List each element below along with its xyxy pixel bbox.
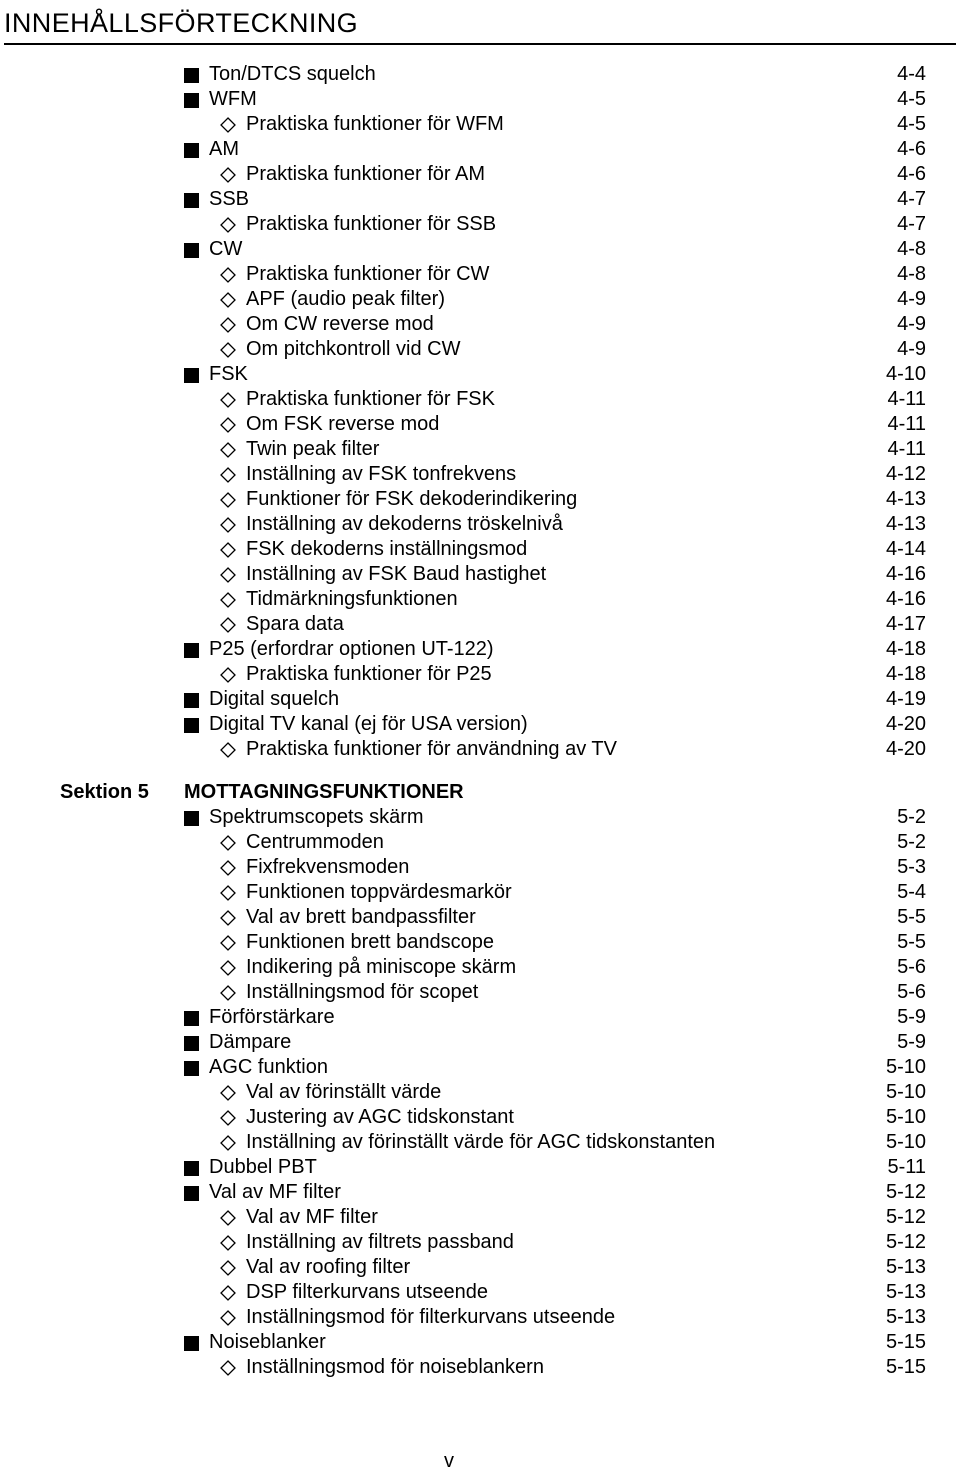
- filled-square-bullet-icon: [184, 1186, 199, 1201]
- toc-entry: [0, 687, 960, 712]
- hollow-diamond-bullet-icon: [220, 592, 236, 608]
- hollow-diamond-bullet-icon: [220, 935, 236, 951]
- hollow-diamond-bullet-icon: [220, 392, 236, 408]
- hollow-diamond-bullet-icon: [220, 292, 236, 308]
- toc-page-number: 5-2: [897, 806, 926, 828]
- toc-subentry: [0, 1355, 960, 1380]
- hollow-diamond-bullet-icon: [220, 1310, 236, 1326]
- toc-entry: [0, 1005, 960, 1030]
- toc-entry: [0, 362, 960, 387]
- toc-page-number: 4-17: [885, 613, 926, 635]
- filled-square-bullet-icon: [184, 193, 199, 208]
- toc-subentry: [0, 830, 960, 855]
- toc-entry: [0, 237, 960, 262]
- toc-page-number: 4-7: [897, 188, 926, 210]
- toc-entry-title: Inställning av FSK tonfrekvens: [246, 463, 517, 485]
- filled-square-bullet-icon: [184, 1036, 199, 1051]
- toc-subentry: [0, 1230, 960, 1255]
- hollow-diamond-bullet-icon: [220, 910, 236, 926]
- toc-subentry: [0, 212, 960, 237]
- toc-subentry: [0, 462, 960, 487]
- toc-entry-title: Val av MF filter: [209, 1181, 341, 1203]
- toc-entry-title: Centrummoden: [246, 831, 384, 853]
- toc-entry-title: Praktiska funktioner för P25: [246, 663, 492, 685]
- toc-entry-title: Inställningsmod för scopet: [246, 981, 479, 1003]
- section-heading: [0, 780, 960, 805]
- toc-entry-title: Inställning av förinställt värde för AGC tidskonstanten: [246, 1131, 716, 1153]
- toc-entry-title: Justering av AGC tidskonstant: [246, 1106, 514, 1128]
- hollow-diamond-bullet-icon: [220, 217, 236, 233]
- toc-page-number: 4-8: [897, 238, 926, 260]
- toc-page-number: 4-11: [887, 413, 926, 435]
- hollow-diamond-bullet-icon: [220, 1135, 236, 1151]
- toc-subentry: [0, 412, 960, 437]
- toc-page-number: 5-10: [885, 1081, 926, 1103]
- toc-entry-title: Dämpare: [209, 1031, 292, 1053]
- page-number: v: [444, 1450, 454, 1472]
- hollow-diamond-bullet-icon: [220, 167, 236, 183]
- section-title: MOTTAGNINGSFUNKTIONER: [184, 781, 464, 803]
- toc-page-number: 5-6: [897, 956, 926, 978]
- toc-page-number: 5-3: [897, 856, 926, 878]
- toc-page-number: 4-19: [885, 688, 926, 710]
- toc-subentry: [0, 737, 960, 762]
- filled-square-bullet-icon: [184, 1011, 199, 1026]
- hollow-diamond-bullet-icon: [220, 542, 236, 558]
- toc-entry: [0, 1030, 960, 1055]
- hollow-diamond-bullet-icon: [220, 267, 236, 283]
- toc-subentry: [0, 955, 960, 980]
- hollow-diamond-bullet-icon: [220, 117, 236, 133]
- toc-entry-title: Val av roofing filter: [246, 1256, 411, 1278]
- hollow-diamond-bullet-icon: [220, 1285, 236, 1301]
- toc-page-number: 4-10: [885, 363, 926, 385]
- toc-entry-title: Val av förinställt värde: [246, 1081, 442, 1103]
- toc-page-number: 4-18: [885, 663, 926, 685]
- toc-page-number: 4-14: [885, 538, 926, 560]
- hollow-diamond-bullet-icon: [220, 835, 236, 851]
- toc-page-number: 4-11: [887, 388, 926, 410]
- toc-entry: [0, 1330, 960, 1355]
- toc-entry-title: Dubbel PBT: [209, 1156, 317, 1178]
- toc-page-number: 4-6: [897, 138, 926, 160]
- toc-page-number: 4-9: [897, 288, 926, 310]
- toc-entry-title: Praktiska funktioner för CW: [246, 263, 490, 285]
- hollow-diamond-bullet-icon: [220, 1110, 236, 1126]
- toc-subentry: [0, 387, 960, 412]
- toc-entry: [0, 1155, 960, 1180]
- filled-square-bullet-icon: [184, 1161, 199, 1176]
- toc-page-number: 5-10: [885, 1131, 926, 1153]
- toc-page-number: 5-10: [885, 1056, 926, 1078]
- page-header: [0, 0, 960, 45]
- hollow-diamond-bullet-icon: [220, 567, 236, 583]
- toc-entry: [0, 62, 960, 87]
- toc-subentry: [0, 980, 960, 1005]
- toc-entry: [0, 712, 960, 737]
- toc-subentry: [0, 562, 960, 587]
- toc-page-number: 4-9: [897, 338, 926, 360]
- hollow-diamond-bullet-icon: [220, 1235, 236, 1251]
- toc-page-number: 5-12: [885, 1231, 926, 1253]
- toc-page-number: 5-15: [885, 1331, 926, 1353]
- section-label: Sektion 5: [60, 781, 149, 803]
- toc-page-number: 5-12: [885, 1206, 926, 1228]
- toc-page-number: 4-8: [897, 263, 926, 285]
- toc-entry: [0, 137, 960, 162]
- toc-subentry: [0, 1105, 960, 1130]
- toc-entry-title: Spara data: [246, 613, 344, 635]
- toc-subentry: [0, 437, 960, 462]
- hollow-diamond-bullet-icon: [220, 317, 236, 333]
- toc-entry-title: APF (audio peak filter): [246, 288, 445, 310]
- toc-subentry: [0, 662, 960, 687]
- toc-subentry: [0, 112, 960, 137]
- toc-entry: [0, 187, 960, 212]
- toc-page-number: 4-5: [897, 88, 926, 110]
- toc-page-number: 5-13: [885, 1281, 926, 1303]
- toc-page-number: 5-6: [897, 981, 926, 1003]
- toc-entry-title: Indikering på miniscope skärm: [246, 956, 517, 978]
- toc-page-number: 4-11: [887, 438, 926, 460]
- toc-entry: [0, 805, 960, 830]
- toc-entry: [0, 87, 960, 112]
- toc-entry-title: Fixfrekvensmoden: [246, 856, 410, 878]
- toc-subentry: [0, 337, 960, 362]
- hollow-diamond-bullet-icon: [220, 1260, 236, 1276]
- toc-entry-title: P25 (erfordrar optionen UT-122): [209, 638, 494, 660]
- toc-entry-title: Noiseblanker: [209, 1331, 326, 1353]
- header-divider: [4, 43, 956, 45]
- toc-entry: [0, 1180, 960, 1205]
- filled-square-bullet-icon: [184, 368, 199, 383]
- hollow-diamond-bullet-icon: [220, 885, 236, 901]
- toc-page-number: 5-12: [885, 1181, 926, 1203]
- hollow-diamond-bullet-icon: [220, 667, 236, 683]
- toc-page-number: 5-5: [897, 906, 926, 928]
- toc-subentry: [0, 612, 960, 637]
- toc-page-number: 4-9: [897, 313, 926, 335]
- toc-subentry: [0, 1255, 960, 1280]
- toc-entry-title: Praktiska funktioner för FSK: [246, 388, 495, 410]
- toc-page-number: 5-13: [885, 1306, 926, 1328]
- toc-subentry: [0, 1205, 960, 1230]
- toc-subentry: [0, 537, 960, 562]
- toc-page-number: 4-20: [885, 738, 926, 760]
- toc-entry-title: Digital TV kanal (ej för USA version): [209, 713, 528, 735]
- toc-page-number: 5-15: [885, 1356, 926, 1378]
- toc-entry-title: Praktiska funktioner för användning av TV: [246, 738, 617, 760]
- toc-page-number: 5-5: [897, 931, 926, 953]
- toc-subentry: [0, 880, 960, 905]
- hollow-diamond-bullet-icon: [220, 985, 236, 1001]
- toc-subentry: [0, 587, 960, 612]
- toc-entry-title: SSB: [209, 188, 250, 210]
- hollow-diamond-bullet-icon: [220, 1360, 236, 1376]
- toc-entry-title: Val av MF filter: [246, 1206, 378, 1228]
- toc-entry-title: Val av brett bandpassfilter: [246, 906, 476, 928]
- toc-entry-title: WFM: [209, 88, 257, 110]
- toc-entry-title: Praktiska funktioner för WFM: [246, 113, 504, 135]
- page-footer: [0, 1450, 960, 1473]
- toc-entry-title: Förförstärkare: [209, 1006, 335, 1028]
- toc-entry-title: Inställning av FSK Baud hastighet: [246, 563, 547, 585]
- toc-page-number: 5-13: [885, 1256, 926, 1278]
- toc-entry-title: Praktiska funktioner för SSB: [246, 213, 497, 235]
- toc-subentry: [0, 1280, 960, 1305]
- toc-subentry: [0, 1305, 960, 1330]
- toc-entry-title: FSK dekoderns inställningsmod: [246, 538, 528, 560]
- filled-square-bullet-icon: [184, 68, 199, 83]
- toc-page-number: 5-9: [897, 1006, 926, 1028]
- hollow-diamond-bullet-icon: [220, 417, 236, 433]
- toc-subentry: [0, 1080, 960, 1105]
- toc-subentry: [0, 930, 960, 955]
- filled-square-bullet-icon: [184, 643, 199, 658]
- toc-entry-title: Twin peak filter: [246, 438, 380, 460]
- toc-entry-title: AGC funktion: [209, 1056, 328, 1078]
- toc-entry-title: Om CW reverse mod: [246, 313, 434, 335]
- hollow-diamond-bullet-icon: [220, 1210, 236, 1226]
- hollow-diamond-bullet-icon: [220, 517, 236, 533]
- toc-entry-title: Ton/DTCS squelch: [209, 63, 376, 85]
- toc-entry-title: Inställningsmod för filterkurvans utseende: [246, 1306, 616, 1328]
- filled-square-bullet-icon: [184, 93, 199, 108]
- toc-page-number: 4-16: [885, 563, 926, 585]
- toc-entry-title: Digital squelch: [209, 688, 340, 710]
- toc-page-number: 4-4: [897, 63, 926, 85]
- toc-subentry: [0, 312, 960, 337]
- hollow-diamond-bullet-icon: [220, 617, 236, 633]
- filled-square-bullet-icon: [184, 811, 199, 826]
- toc-page-number: 4-5: [897, 113, 926, 135]
- toc-entry-title: Tidmärkningsfunktionen: [246, 588, 458, 610]
- hollow-diamond-bullet-icon: [220, 492, 236, 508]
- filled-square-bullet-icon: [184, 1061, 199, 1076]
- toc-subentry: [0, 287, 960, 312]
- hollow-diamond-bullet-icon: [220, 1085, 236, 1101]
- hollow-diamond-bullet-icon: [220, 342, 236, 358]
- filled-square-bullet-icon: [184, 693, 199, 708]
- toc-entry-title: Funktionen toppvärdesmarkör: [246, 881, 512, 903]
- toc-subentry: [0, 262, 960, 287]
- hollow-diamond-bullet-icon: [220, 960, 236, 976]
- toc-page-number: 4-13: [885, 513, 926, 535]
- toc-page-number: 5-4: [897, 881, 926, 903]
- toc-entry-title: Praktiska funktioner för AM: [246, 163, 485, 185]
- hollow-diamond-bullet-icon: [220, 442, 236, 458]
- toc-entry: [0, 1055, 960, 1080]
- toc-entry-title: Inställningsmod för noiseblankern: [246, 1356, 544, 1378]
- toc-subentry: [0, 162, 960, 187]
- toc-entry: [0, 637, 960, 662]
- filled-square-bullet-icon: [184, 1336, 199, 1351]
- toc-page-number: 5-9: [897, 1031, 926, 1053]
- hollow-diamond-bullet-icon: [220, 467, 236, 483]
- toc-subentry: [0, 487, 960, 512]
- toc-entry-title: FSK: [209, 363, 248, 385]
- toc-subentry: [0, 1130, 960, 1155]
- toc-page-number: 4-13: [885, 488, 926, 510]
- toc-entry-title: Om pitchkontroll vid CW: [246, 338, 461, 360]
- toc-entry-title: DSP filterkurvans utseende: [246, 1281, 488, 1303]
- toc-entry-title: AM: [209, 138, 239, 160]
- hollow-diamond-bullet-icon: [220, 860, 236, 876]
- toc-entry-title: Funktioner för FSK dekoderindikering: [246, 488, 578, 510]
- toc-entry-title: Om FSK reverse mod: [246, 413, 440, 435]
- toc-page-number: 5-11: [887, 1156, 926, 1178]
- filled-square-bullet-icon: [184, 143, 199, 158]
- toc-page-number: 4-7: [897, 213, 926, 235]
- hollow-diamond-bullet-icon: [220, 742, 236, 758]
- page-title: INNEHÅLLSFÖRTECKNING: [4, 8, 359, 38]
- toc-entry-title: Funktionen brett bandscope: [246, 931, 494, 953]
- toc-page-number: 4-16: [885, 588, 926, 610]
- toc-page-number: 5-2: [897, 831, 926, 853]
- toc-entry-title: CW: [209, 238, 243, 260]
- filled-square-bullet-icon: [184, 718, 199, 733]
- toc-subentry: [0, 855, 960, 880]
- toc-page-number: 4-20: [885, 713, 926, 735]
- toc-entry-title: Inställning av filtrets passband: [246, 1231, 514, 1253]
- toc-subentry: [0, 512, 960, 537]
- toc-entry-title: Inställning av dekoderns tröskelnivå: [246, 513, 563, 535]
- toc-page-number: 4-6: [897, 163, 926, 185]
- toc-subentry: [0, 905, 960, 930]
- toc-page-number: 5-10: [885, 1106, 926, 1128]
- table-of-contents: [0, 62, 960, 1380]
- toc-page-number: 4-12: [885, 463, 926, 485]
- toc-entry-title: Spektrumscopets skärm: [209, 806, 424, 828]
- toc-page-number: 4-18: [885, 638, 926, 660]
- filled-square-bullet-icon: [184, 243, 199, 258]
